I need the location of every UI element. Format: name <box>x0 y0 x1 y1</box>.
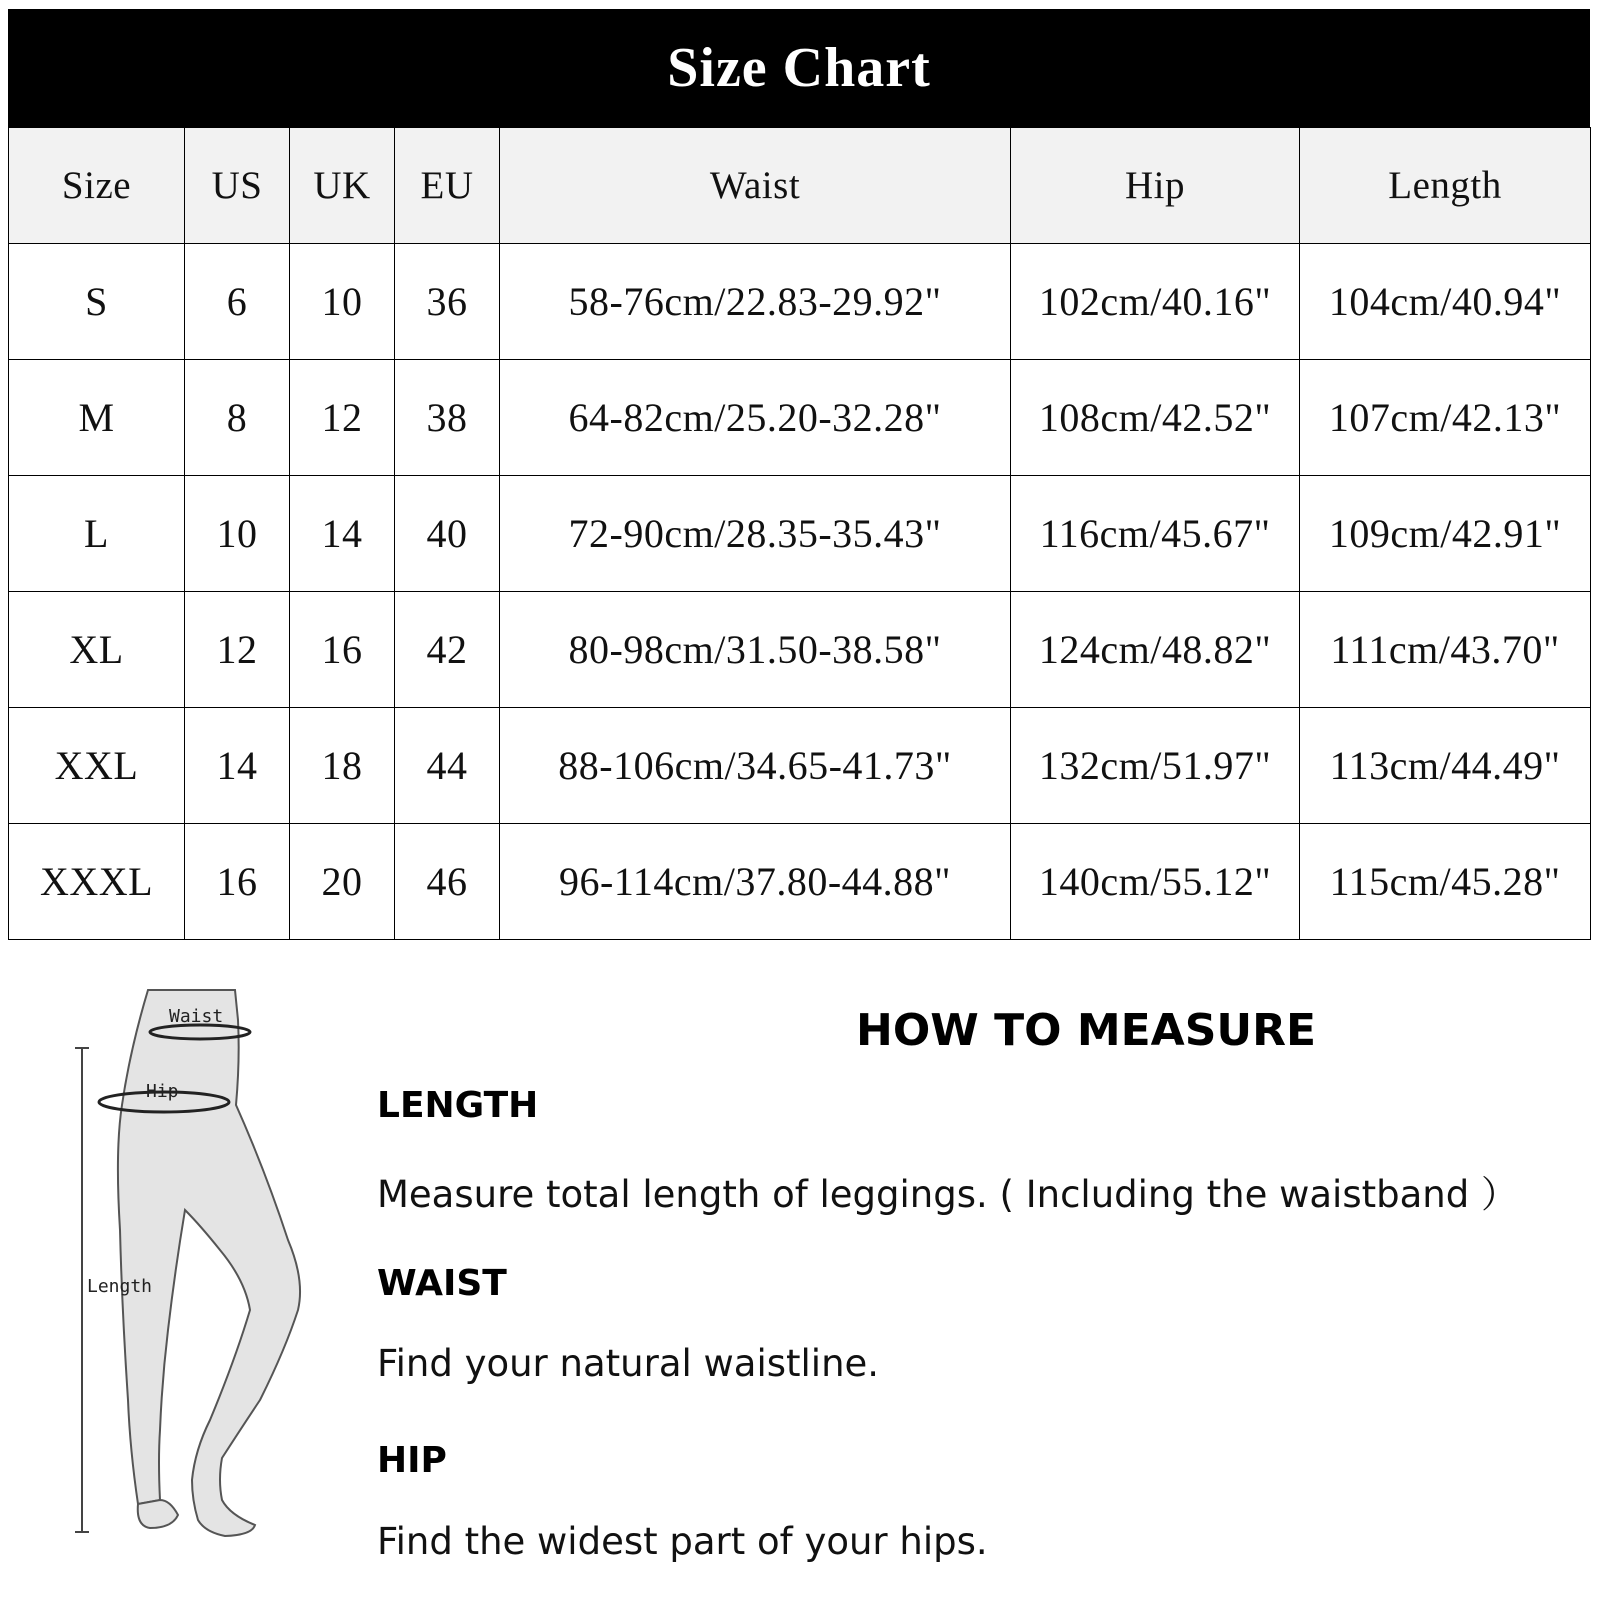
header-hip: Hip <box>1011 128 1300 244</box>
leggings-illustration <box>60 980 320 1580</box>
cell-length: 104cm/40.94" <box>1300 244 1591 360</box>
cell-length: 113cm/44.49" <box>1300 708 1591 824</box>
leggings-figure <box>60 980 320 1580</box>
cell-uk: 16 <box>290 592 395 708</box>
cell-length: 111cm/43.70" <box>1300 592 1591 708</box>
hip-heading: HIP <box>377 1440 447 1481</box>
chart-title: Size Chart <box>8 9 1590 127</box>
table-row <box>9 708 1591 824</box>
cell-uk: 14 <box>290 476 395 592</box>
cell-waist: 88-106cm/34.65-41.73" <box>500 708 1011 824</box>
table-row <box>9 592 1591 708</box>
cell-waist: 80-98cm/31.50-38.58" <box>500 592 1011 708</box>
size-chart <box>8 9 1590 940</box>
how-to-measure-title: HOW TO MEASURE <box>856 1005 1317 1056</box>
cell-waist: 72-90cm/28.35-35.43" <box>500 476 1011 592</box>
table-row <box>9 360 1591 476</box>
cell-eu: 40 <box>395 476 500 592</box>
header-length: Length <box>1300 128 1591 244</box>
table-row <box>9 824 1591 940</box>
cell-us: 14 <box>185 708 290 824</box>
cell-uk: 20 <box>290 824 395 940</box>
cell-eu: 44 <box>395 708 500 824</box>
table-header-row <box>9 128 1591 244</box>
cell-hip: 124cm/48.82" <box>1011 592 1300 708</box>
cell-waist: 58-76cm/22.83-29.92" <box>500 244 1011 360</box>
cell-size: S <box>9 244 185 360</box>
hip-instruction: Find the widest part of your hips. <box>377 1520 988 1563</box>
header-eu: EU <box>395 128 500 244</box>
cell-eu: 36 <box>395 244 500 360</box>
cell-uk: 12 <box>290 360 395 476</box>
cell-uk: 10 <box>290 244 395 360</box>
header-uk: UK <box>290 128 395 244</box>
figure-hip-label: Hip <box>146 1081 179 1102</box>
table-row <box>9 244 1591 360</box>
cell-eu: 42 <box>395 592 500 708</box>
cell-us: 6 <box>185 244 290 360</box>
cell-hip: 132cm/51.97" <box>1011 708 1300 824</box>
cell-waist: 96-114cm/37.80-44.88" <box>500 824 1011 940</box>
header-size: Size <box>9 128 185 244</box>
measure-section <box>0 960 1600 1600</box>
cell-us: 8 <box>185 360 290 476</box>
cell-size: XL <box>9 592 185 708</box>
cell-hip: 140cm/55.12" <box>1011 824 1300 940</box>
cell-uk: 18 <box>290 708 395 824</box>
cell-length: 109cm/42.91" <box>1300 476 1591 592</box>
cell-us: 10 <box>185 476 290 592</box>
header-waist: Waist <box>500 128 1011 244</box>
cell-size: XXL <box>9 708 185 824</box>
cell-us: 12 <box>185 592 290 708</box>
cell-us: 16 <box>185 824 290 940</box>
cell-waist: 64-82cm/25.20-32.28" <box>500 360 1011 476</box>
cell-hip: 116cm/45.67" <box>1011 476 1300 592</box>
header-us: US <box>185 128 290 244</box>
length-heading: LENGTH <box>377 1085 539 1126</box>
cell-length: 115cm/45.28" <box>1300 824 1591 940</box>
cell-eu: 38 <box>395 360 500 476</box>
size-table <box>8 127 1591 940</box>
figure-length-label: Length <box>87 1276 153 1297</box>
waist-heading: WAIST <box>377 1263 507 1304</box>
cell-eu: 46 <box>395 824 500 940</box>
waist-instruction: Find your natural waistline. <box>377 1342 880 1385</box>
cell-size: L <box>9 476 185 592</box>
cell-length: 107cm/42.13" <box>1300 360 1591 476</box>
cell-hip: 108cm/42.52" <box>1011 360 1300 476</box>
cell-size: M <box>9 360 185 476</box>
table-row <box>9 476 1591 592</box>
cell-hip: 102cm/40.16" <box>1011 244 1300 360</box>
figure-waist-label: Waist <box>169 1006 224 1027</box>
length-instruction: Measure total length of leggings. ( Including the waistband ） <box>377 1173 1518 1216</box>
cell-size: XXXL <box>9 824 185 940</box>
